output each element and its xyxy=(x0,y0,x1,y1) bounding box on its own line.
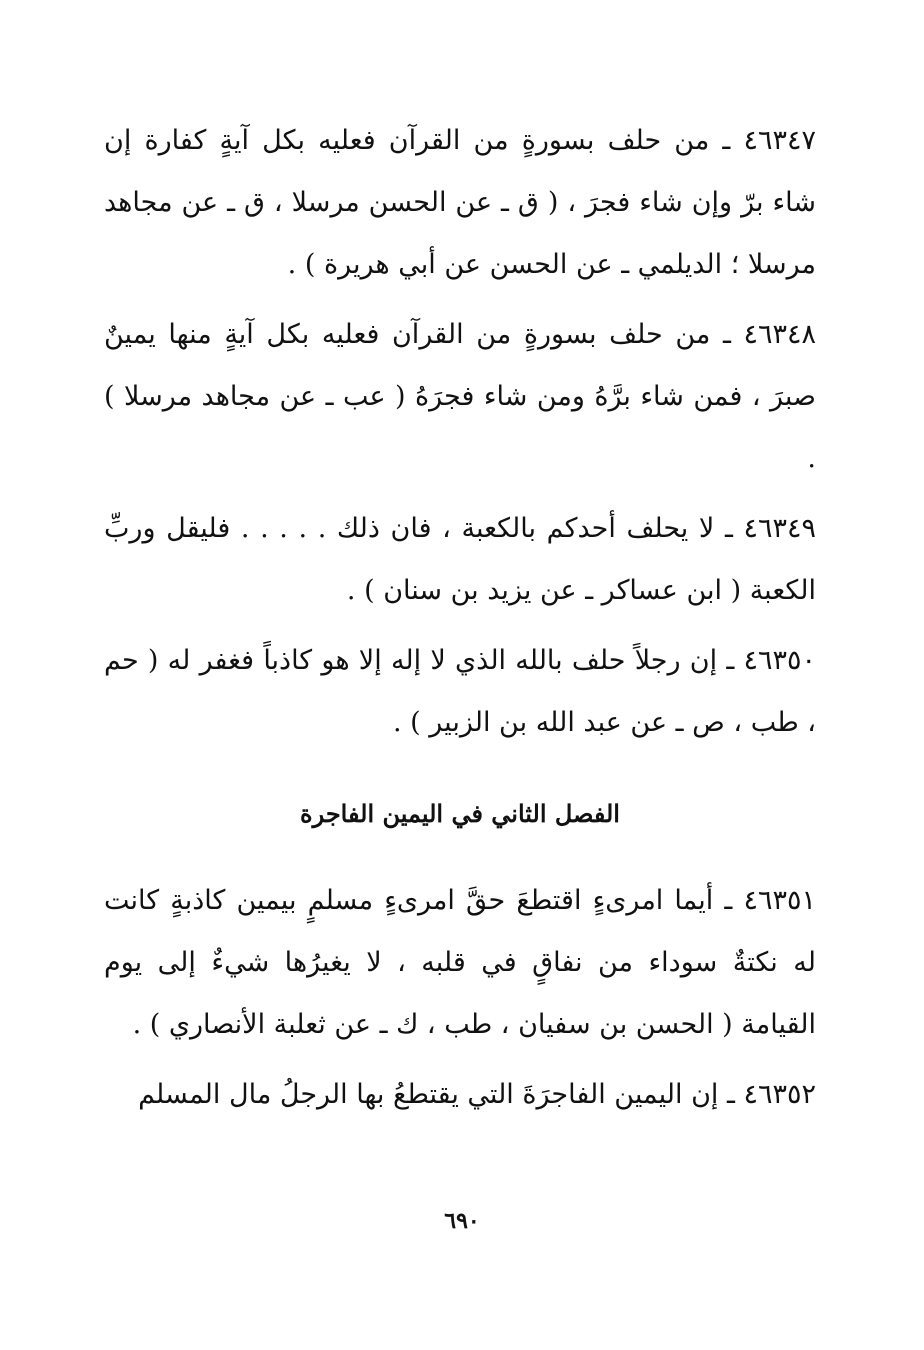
hadith-entry-46350: ٤٦٣٥٠ ـ إن رجلاً حلف بالله الذي لا إله إلا هو كاذباً فغفر له ( حم ، طب ، ص ـ عن عبد الله بن الزبير ) . xyxy=(104,645,816,738)
hadith-entry-46352: ٤٦٣٥٢ ـ إن اليمين الفاجرَةَ التي يقتطعُ بها الرجلُ مال المسلم xyxy=(138,1079,816,1110)
page-number: ٦٩٠ xyxy=(444,1208,480,1234)
section-title: الفصل الثاني في اليمين الفاجرة xyxy=(300,799,620,828)
hadith-entry-46351: ٤٦٣٥١ ـ أيما امرىءٍ اقتطعَ حقَّ امرىءٍ مسلمٍ بيمين كاذبةٍ كانت له نكتةٌ سوداء من نفاقٍ في قلبه ، لا يغيرُها شيءٌ إلى يوم القيامة ( الحسن بن سفيان ، طب ، ك ـ عن ثعلبة الأنصاري ) . xyxy=(104,885,816,1040)
hadith-entry-46349: ٤٦٣٤٩ ـ لا يحلف أحدكم بالكعبة ، فان ذلك . . . . . فليقل وربِّ الكعبة ( ابن عساكر ـ عن يزيد بن سنان ) . xyxy=(104,513,816,606)
page-body xyxy=(104,110,816,1126)
hadith-entry-46347: ٤٦٣٤٧ ـ من حلف بسورةٍ من القرآن فعليه بكل آيةٍ كفارة إن شاء برّ وإن شاء فجرَ ، ( ق ـ عن الحسن مرسلا ، ق ـ عن مجاهد مرسلا ؛ الديلمي ـ عن الحسن عن أبي هريرة ) . xyxy=(104,125,816,280)
hadith-entry-46348: ٤٦٣٤٨ ـ من حلف بسورةٍ من القرآن فعليه بكل آيةٍ منها يمينٌ صبرَ ، فمن شاء برَّهُ ومن شاء فجرَهُ ( عب ـ عن مجاهد مرسلا ) . xyxy=(104,319,816,474)
